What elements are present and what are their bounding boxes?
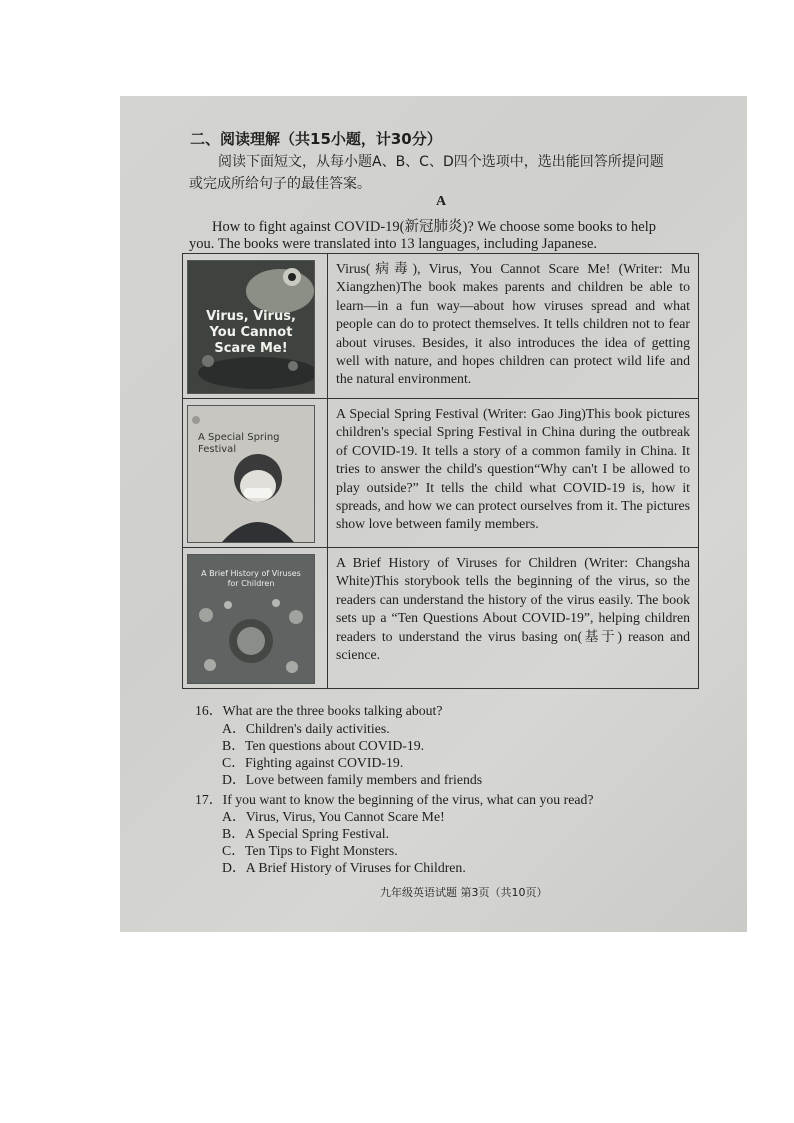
question-17-option-a: A．Virus, Virus, You Cannot Scare Me! (222, 809, 445, 824)
question-16-stem: 16．What are the three books talking about? (195, 703, 443, 718)
book-cover-special-spring-festival (187, 405, 315, 543)
question-17-option-b: B．A Special Spring Festival. (222, 826, 390, 841)
book-description-special-spring-festival: A Special Spring Festival (Writer: Gao Jing)This book pictures children's special Spring Festival in China during the outbreak of COVID-19. It tells a story of a common family in China. It tries to answer the child's question“Why can't I be allowed to play outside?” It tells the child what COVID-19 is, how it spreads, and how we can protect ourselves from it. The pictures show love between family members. (328, 399, 699, 548)
section-title: 二、阅读理解（共15小题，计30分） (190, 130, 442, 148)
book-description-virus-virus: Virus(病毒), Virus, You Cannot Scare Me! (Writer: Mu Xiangzhen)The book makes parents and children be able to learn—in a fun way—about how viruses spread and what people can do to protect themselves. It tells children not to fear about viruses. Besides, it also introduces the idea of getting well with nature, and hopes children can protect wild life and the natural environment. (328, 254, 699, 399)
cover-title-virus-virus: Virus, Virus, You Cannot Scare Me! (206, 309, 296, 356)
question-16-option-a: A．Children's daily activities. (222, 721, 390, 736)
instruction-line-2: 或完成所给句子的最佳答案。 (189, 176, 371, 192)
passage-label: A (436, 194, 447, 209)
cover-title-brief-history: A Brief History of Viruses for Children (201, 569, 301, 588)
passage-intro-line-1: How to fight against COVID-19(新冠肺炎)? We choose some books to help (212, 219, 656, 235)
question-16-option-c: C．Fighting against COVID-19. (222, 755, 404, 770)
book-cover-virus-virus (187, 260, 315, 394)
books-table (182, 253, 699, 689)
book-description-brief-history: A Brief History of Viruses for Children (Writer: Changsha White)This storybook tells the beginning of the virus, so the readers can understand the history of the virus easily. The book sets up a “Ten Questions About COVID-19”, helping children readers to understand the virus basing on(基于) reason and science. (328, 548, 699, 689)
passage-intro-line-2: you. The books were translated into 13 languages, including Japanese. (189, 236, 598, 252)
book-row (183, 548, 699, 689)
cover-art-child-mask (188, 406, 314, 542)
question-16-option-d: D．Love between family members and friends (222, 772, 483, 787)
question-17-option-c: C．Ten Tips to Fight Monsters. (222, 843, 398, 858)
book-row (183, 399, 699, 548)
question-17-stem: 17．If you want to know the beginning of the virus, what can you read? (195, 792, 594, 807)
book-row (183, 254, 699, 399)
question-17-option-d: D．A Brief History of Viruses for Children. (222, 860, 466, 875)
instruction-line-1: 阅读下面短文，从每小题A、B、C、D四个选项中，选出能回答所提问题 (218, 154, 664, 170)
book-cover-brief-history (187, 554, 315, 684)
cover-title-special-spring-festival: A Special Spring Festival (198, 432, 280, 455)
page-footer: 九年级英语试题 第3页（共10页） (380, 886, 548, 899)
question-16-option-b: B．Ten questions about COVID-19. (222, 738, 425, 753)
